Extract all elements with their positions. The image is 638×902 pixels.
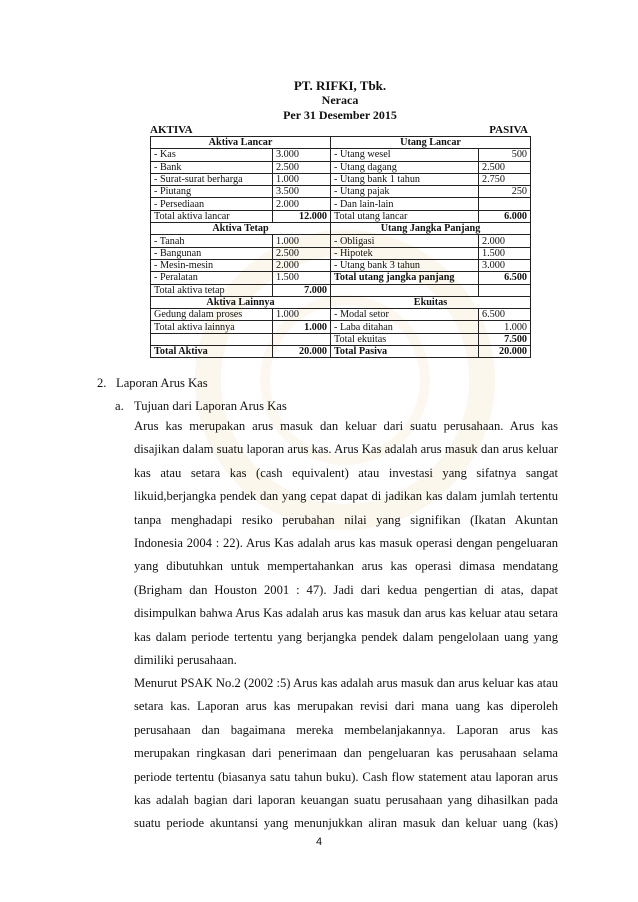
pasiva-label-cell: Total utang jangka panjang <box>331 272 479 284</box>
paragraph-line: suatu periode akuntansi yang menunjukkan aliran masuk dan keluar uang (kas) <box>134 816 558 831</box>
balance-sheet-row <box>151 149 531 161</box>
balance-sheet-table <box>150 136 531 358</box>
pasiva-label-cell <box>331 284 479 296</box>
pasiva-label-cell: Total utang lancar <box>331 210 479 222</box>
aktiva-value-cell: 1.500 <box>273 272 331 284</box>
aktiva-value-cell <box>273 333 331 345</box>
paragraph-2 <box>134 672 558 836</box>
aktiva-value-cell: 1.000 <box>273 235 331 247</box>
aktiva-label-cell: - Bank <box>151 161 273 173</box>
balance-sheet-row <box>151 259 531 271</box>
balance-sheet-row <box>151 210 531 222</box>
section-header-cell: Ekuitas <box>331 296 531 308</box>
paragraph-line: kas adalah bagian dari laporan keuangan suatu perusahaan yang dihasilkan pada <box>134 792 558 807</box>
section-header-cell: Utang Lancar <box>331 137 531 149</box>
pasiva-label-cell: - Obligasi <box>331 235 479 247</box>
balance-sheet-row <box>151 137 531 149</box>
paragraph-line: (Brigham dan Houston 2001 : 47). Jadi dari kedua pengertian di atas, dapat <box>134 582 558 597</box>
pasiva-value-cell: 500 <box>479 149 531 161</box>
pasiva-value-cell: 6.500 <box>479 309 531 321</box>
pasiva-value-cell <box>479 284 531 296</box>
pasiva-label-cell: - Laba ditahan <box>331 321 479 333</box>
aktiva-value-cell: 12.000 <box>273 210 331 222</box>
pasiva-heading: PASIVA <box>489 124 528 136</box>
balance-sheet-row <box>151 272 531 284</box>
paragraph-line: likuid,berjangka pendek dan yang cepat dapat di jadikan kas dalam jumlah tertentu <box>134 489 558 504</box>
aktiva-value-cell: 1.000 <box>273 309 331 321</box>
aktiva-value-cell: 1.000 <box>273 173 331 185</box>
aktiva-label-cell: - Kas <box>151 149 273 161</box>
balance-sheet-row <box>151 235 531 247</box>
paragraph-line: Arus kas merupakan arus masuk dan keluar dari suatu perusahaan. Arus kas <box>134 419 558 433</box>
aktiva-heading: AKTIVA <box>150 124 193 136</box>
pasiva-label-cell: - Modal setor <box>331 309 479 321</box>
pasiva-value-cell: 250 <box>479 186 531 198</box>
aktiva-label-cell: Gedung dalam proses <box>151 309 273 321</box>
aktiva-value-cell: 20.000 <box>273 346 331 358</box>
balance-sheet-row <box>151 161 531 173</box>
aktiva-value-cell: 3.000 <box>273 149 331 161</box>
paragraph-line: dimiliki perusahaan. <box>134 652 237 667</box>
section-header-cell: Aktiva Lancar <box>151 137 331 149</box>
aktiva-label-cell: - Peralatan <box>151 272 273 284</box>
pasiva-value-cell: 2.000 <box>479 235 531 247</box>
aktiva-value-cell: 1.000 <box>273 321 331 333</box>
aktiva-label-cell: - Tanah <box>151 235 273 247</box>
balance-sheet-header <box>150 124 530 136</box>
paragraph-line: periode tertentu (biasanya satu tahun buku). Cash flow statement atau laporan arus <box>134 769 558 784</box>
aktiva-value-cell: 2.000 <box>273 198 331 210</box>
paragraph-line: tanpa menghadapi resiko perubahan nilai yang signifikan (Ikatan Akuntan <box>134 512 558 527</box>
aktiva-value-cell: 7.000 <box>273 284 331 296</box>
pasiva-value-cell: 20.000 <box>479 346 531 358</box>
paragraph-line: Indonesia 2004 : 22). Arus Kas adalah arus kas masuk operasi dengan pengeluaran <box>134 535 558 550</box>
paragraph-line: Menurut PSAK No.2 (2002 :5) Arus kas adalah arus masuk dan arus keluar kas atau <box>134 676 558 690</box>
balance-sheet-row <box>151 333 531 345</box>
aktiva-label-cell: Total Aktiva <box>151 346 273 358</box>
section-header-cell: Aktiva Lainnya <box>151 296 331 308</box>
balance-sheet-row <box>151 173 531 185</box>
balance-sheet-row <box>151 346 531 358</box>
aktiva-value-cell: 2.000 <box>273 259 331 271</box>
pasiva-value-cell: 1.000 <box>479 321 531 333</box>
pasiva-label-cell: - Utang bank 3 tahun <box>331 259 479 271</box>
aktiva-label-cell: - Persediaan <box>151 198 273 210</box>
page-number: 4 <box>315 836 323 848</box>
paragraph-line: merupakan ringkasan dari penerimaan dan pengeluaran kas perusahaan selama <box>134 746 558 761</box>
paragraph-line: disajikan dalam suatu laporan arus kas. Arus Kas adalah arus masuk dan arus keluar <box>134 442 558 457</box>
balance-sheet-row <box>151 284 531 296</box>
statement-title <box>150 78 530 123</box>
paragraph-1 <box>134 415 558 672</box>
statement-period: Per 31 Desember 2015 <box>283 108 397 122</box>
aktiva-label-cell: Total aktiva lainnya <box>151 321 273 333</box>
pasiva-label-cell: Total ekuitas <box>331 333 479 345</box>
subsection-number: a. <box>115 399 124 413</box>
paragraph-line: disimpulkan bahwa Arus Kas adalah arus kas masuk dan arus kas keluar atau setara <box>134 606 558 621</box>
paragraph-line: setara kas. Laporan arus kas merupakan revisi dari mana uang kas diperoleh <box>134 699 558 714</box>
company-name: PT. RIFKI, Tbk. <box>293 78 387 93</box>
paragraph-line: kas dalam periode tertentu yang berjangka pendek dalam pengelolaan uang yang <box>134 629 558 644</box>
balance-sheet-row <box>151 247 531 259</box>
pasiva-label-cell: - Hipotek <box>331 247 479 259</box>
aktiva-label-cell: Total aktiva lancar <box>151 210 273 222</box>
pasiva-label-cell: - Utang dagang <box>331 161 479 173</box>
aktiva-value-cell: 2.500 <box>273 161 331 173</box>
aktiva-label-cell <box>151 333 273 345</box>
statement-name: Neraca <box>321 93 359 107</box>
pasiva-value-cell: 1.500 <box>479 247 531 259</box>
pasiva-value-cell: 2.500 <box>479 161 531 173</box>
pasiva-label-cell: Total Pasiva <box>331 346 479 358</box>
aktiva-label-cell: - Bangunan <box>151 247 273 259</box>
aktiva-value-cell: 3.500 <box>273 186 331 198</box>
paragraph-line: yang dibutuhkan untuk mempertahankan arus kas operasi dimasa mendatang <box>134 559 558 574</box>
balance-sheet-row <box>151 186 531 198</box>
pasiva-value-cell: 3.000 <box>479 259 531 271</box>
section-number: 2. <box>97 376 107 390</box>
pasiva-value-cell: 6.500 <box>479 272 531 284</box>
balance-sheet-row <box>151 309 531 321</box>
balance-sheet-row <box>151 296 531 308</box>
balance-sheet-row <box>151 321 531 333</box>
aktiva-label-cell: Total aktiva tetap <box>151 284 273 296</box>
pasiva-label-cell: - Utang pajak <box>331 186 479 198</box>
section-header-cell: Utang Jangka Panjang <box>331 223 531 235</box>
pasiva-label-cell: - Dan lain-lain <box>331 198 479 210</box>
balance-sheet-row <box>151 223 531 235</box>
aktiva-label-cell: - Mesin-mesin <box>151 259 273 271</box>
pasiva-value-cell: 6.000 <box>479 210 531 222</box>
pasiva-label-cell: - Utang wesel <box>331 149 479 161</box>
paragraph-line: kas atau setara kas (cash equivalent) atau investasi yang sifatnya sangat <box>134 465 558 480</box>
paragraph-line: perusahaan dan bagaimana mereka membelanjakannya. Laporan arus kas <box>134 722 558 737</box>
aktiva-value-cell: 2.500 <box>273 247 331 259</box>
section-header-cell: Aktiva Tetap <box>151 223 331 235</box>
pasiva-value-cell <box>479 198 531 210</box>
subsection-title: Tujuan dari Laporan Arus Kas <box>134 399 287 413</box>
aktiva-label-cell: - Piutang <box>151 186 273 198</box>
aktiva-label-cell: - Surat-surat berharga <box>151 173 273 185</box>
balance-sheet-row <box>151 198 531 210</box>
pasiva-label-cell: - Utang bank 1 tahun <box>331 173 479 185</box>
section-title: Laporan Arus Kas <box>116 376 208 390</box>
pasiva-value-cell: 2.750 <box>479 173 531 185</box>
pasiva-value-cell: 7.500 <box>479 333 531 345</box>
